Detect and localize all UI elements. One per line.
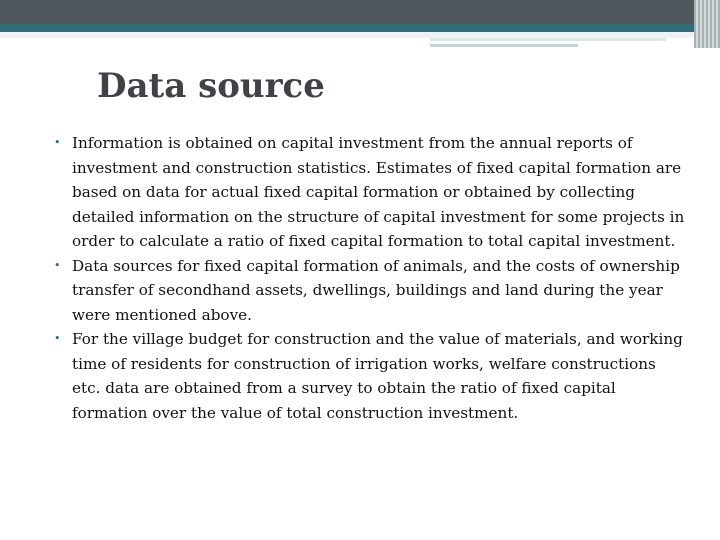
bullet-icon: • <box>54 136 61 149</box>
corner-stripes-decoration <box>694 0 720 48</box>
bullet-item <box>54 254 686 328</box>
bullet-icon: • <box>54 258 61 272</box>
bullet-text: For the village budget for construction and the value of materials, and working time of residents for construction of irrigation works, welfare constructions etc. data are obtained from a survey to obtain the ratio of fixed capital formation over the value of total construction investment. <box>72 330 683 422</box>
slide-title: Data source <box>97 66 325 106</box>
bullet-text: Information is obtained on capital investment from the annual reports of investment and construction statistics. Estimates of fixed capital formation are based on data for actual fixed capital formation or obtained by collecting detailed information on the structure of capital investment for some projects in order to calculate a ratio of fixed capital formation to total capital investment. <box>72 134 685 250</box>
bullet-item <box>54 131 686 254</box>
bullet-list <box>54 131 686 425</box>
header-band <box>0 0 720 24</box>
header-accent-band <box>0 24 720 32</box>
bullet-icon: • <box>54 332 61 345</box>
bullet-text: Data sources for fixed capital formation of animals, and the costs of ownership transfer of secondhand assets, dwellings, buildings and land during the year were mentioned above. <box>72 256 680 324</box>
bullet-item <box>54 327 686 425</box>
header-rule-short <box>430 44 578 47</box>
header-rule-long <box>430 38 666 41</box>
